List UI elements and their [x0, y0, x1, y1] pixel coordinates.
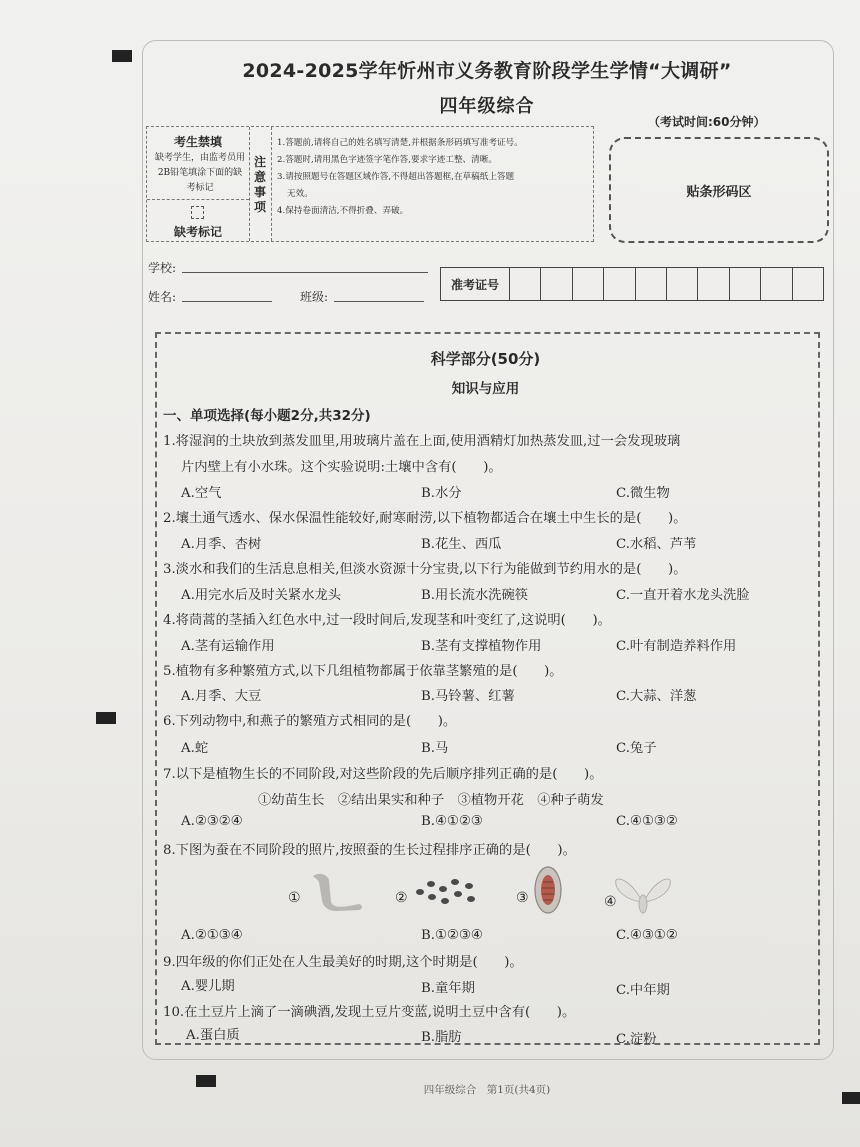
question-7-steps: ①幼苗生长 ②结出果实和种子 ③植物开花 ④种子萌发 [258, 793, 604, 808]
figure-label-2: ② [395, 890, 408, 906]
exam-id-cell[interactable] [667, 268, 698, 300]
notice-item: 3.请按照题号在答题区域作答,不得超出答题框,在草稿纸上答题 [277, 172, 515, 182]
question-4-option-a[interactable]: A.茎有运输作用 [181, 639, 275, 654]
question-8-option-c[interactable]: C.④③①② [616, 928, 678, 943]
question-5-text: 5.植物有多种繁殖方式,以下几组植物都属于依靠茎繁殖的是( )。 [163, 664, 563, 679]
question-3-option-b[interactable]: B.用长流水洗碗筷 [421, 588, 529, 603]
question-5-option-a[interactable]: A.月季、大豆 [181, 689, 262, 704]
divider [147, 199, 249, 200]
question-4-option-c[interactable]: C.叶有制造养料作用 [616, 639, 737, 654]
question-7-option-c[interactable]: C.④①③② [616, 814, 678, 829]
exam-id-cell[interactable] [604, 268, 635, 300]
exam-id-cell[interactable] [761, 268, 792, 300]
exam-id-cell[interactable] [636, 268, 667, 300]
barcode-label: 贴条形码区 [686, 184, 752, 200]
exam-id-cell[interactable] [793, 268, 823, 300]
silkworm-eggs-icon [412, 872, 480, 908]
question-9-option-b[interactable]: B.童年期 [421, 981, 475, 996]
exam-id-cell[interactable] [573, 268, 604, 300]
question-5-option-c[interactable]: C.大蒜、洋葱 [616, 689, 697, 704]
notice-label: 注意事项 [253, 155, 266, 214]
question-6-option-c[interactable]: C.兔子 [616, 741, 657, 756]
school-input[interactable] [182, 272, 428, 273]
exam-id-cell[interactable] [510, 268, 541, 300]
question-2-option-a[interactable]: A.月季、杏树 [181, 537, 262, 552]
class-input[interactable] [334, 301, 424, 302]
part-heading: 一、单项选择(每小题2分,共32分) [163, 408, 371, 424]
name-input[interactable] [182, 301, 272, 302]
figure-label-1: ① [288, 890, 301, 906]
registration-mark-bottom-right [842, 1092, 860, 1104]
question-4-option-b[interactable]: B.茎有支撑植物作用 [421, 639, 542, 654]
question-1-text: 1.将湿润的土块放到蒸发皿里,用玻璃片盖在上面,使用酒精灯加热蒸发皿,过一会发现玻璃 [163, 434, 681, 449]
absent-checkbox[interactable] [191, 206, 204, 219]
question-3-option-c[interactable]: C.一直开着水龙头洗脸 [616, 588, 750, 603]
registration-mark-mid-left [96, 712, 116, 724]
question-8-option-b[interactable]: B.①②③④ [421, 928, 483, 943]
silkworm-cocoon-icon [532, 864, 564, 916]
question-7-option-a[interactable]: A.②③②④ [181, 814, 243, 829]
instructions-box [146, 126, 594, 242]
name-label: 姓名: [148, 290, 177, 304]
question-9-option-c[interactable]: C.中年期 [616, 983, 670, 998]
question-1-option-a[interactable]: A.空气 [181, 486, 222, 501]
notice-label-column [249, 127, 272, 241]
question-1-option-b[interactable]: B.水分 [421, 486, 462, 501]
page-footer: 四年级综合 第1页(共4页) [423, 1084, 551, 1096]
school-label: 学校: [148, 261, 177, 275]
absent-panel [147, 127, 250, 241]
exam-id-cell[interactable] [698, 268, 729, 300]
question-2-option-c[interactable]: C.水稻、芦苇 [616, 537, 697, 552]
notice-item: 1.答题前,请将自己的姓名填写清楚,并根据条形码填写准考证号。 [277, 138, 523, 148]
notice-item: 无效。 [287, 189, 313, 199]
question-10-option-c[interactable]: C.淀粉 [616, 1032, 657, 1047]
question-9-option-a[interactable]: A.婴儿期 [181, 979, 235, 994]
absent-label: 缺考标记 [173, 225, 222, 239]
exam-subtitle: 四年级综合 [439, 96, 535, 117]
question-8-text: 8.下图为蚕在不同阶段的照片,按照蚕的生长过程排序正确的是( )。 [163, 843, 576, 858]
section-title: 科学部分(50分) [430, 350, 541, 368]
absent-desc: 缺考学生，由监考员用2B铅笔填涂下面的缺考标记 [155, 153, 246, 193]
exam-id-label: 准考证号 [441, 268, 510, 300]
notice-item: 4.保持卷面清洁,不得折叠、弄破。 [277, 206, 409, 216]
silkworm-larva-icon [305, 868, 365, 914]
question-9-text: 9.四年级的你们正处在人生最美好的时期,这个时期是( )。 [163, 955, 523, 970]
figure-label-3: ③ [516, 890, 529, 906]
question-2-option-b[interactable]: B.花生、西瓜 [421, 537, 502, 552]
question-1-option-c[interactable]: C.微生物 [616, 486, 670, 501]
question-6-option-a[interactable]: A.蛇 [181, 741, 209, 756]
notice-item: 2.答题时,请用黑色字迹签字笔作答,要求字迹工整、清晰。 [277, 155, 497, 165]
exam-title: 2024-2025学年忻州市义务教育阶段学生学情“大调研” [242, 60, 732, 82]
question-3-option-a[interactable]: A.用完水后及时关紧水龙头 [181, 588, 342, 603]
exam-time: （考试时间:60分钟） [648, 115, 766, 129]
section-subtitle: 知识与应用 [451, 381, 520, 397]
barcode-area [609, 137, 829, 243]
question-7-text: 7.以下是植物生长的不同阶段,对这些阶段的先后顺序排列正确的是( )。 [163, 767, 603, 782]
class-label: 班级: [300, 290, 329, 304]
question-6-text: 6.下列动物中,和燕子的繁殖方式相同的是( )。 [163, 714, 457, 729]
absent-title: 考生禁填 [173, 135, 222, 149]
question-1-text-cont: 片内壁上有小水珠。这个实验说明:土壤中含有( )。 [181, 460, 502, 475]
registration-mark-top-left [112, 50, 132, 62]
question-10-option-b[interactable]: B.脂肪 [421, 1030, 462, 1045]
question-2-text: 2.壤土通气透水、保水保温性能较好,耐寒耐涝,以下植物都适合在壤土中生长的是( )。 [163, 511, 687, 526]
question-10-text: 10.在土豆片上滴了一滴碘酒,发现土豆片变蓝,说明土豆中含有( )。 [163, 1005, 576, 1020]
silkworm-moth-icon [612, 870, 674, 916]
question-4-text: 4.将茼蒿的茎插入红色水中,过一段时间后,发现茎和叶变红了,这说明( )。 [163, 613, 611, 628]
exam-id-cell[interactable] [541, 268, 572, 300]
question-8-option-a[interactable]: A.②①③④ [181, 928, 243, 943]
exam-id-grid [440, 267, 824, 301]
figure-label-4: ④ [604, 894, 617, 910]
question-6-option-b[interactable]: B.马 [421, 741, 449, 756]
question-10-option-a[interactable]: A.蛋白质 [186, 1028, 240, 1043]
notice-list [277, 135, 589, 220]
exam-id-cell[interactable] [730, 268, 761, 300]
question-5-option-b[interactable]: B.马铃薯、红薯 [421, 689, 515, 704]
question-3-text: 3.淡水和我们的生活息息相关,但淡水资源十分宝贵,以下行为能做到节约用水的是( )。 [163, 562, 687, 577]
question-7-option-b[interactable]: B.④①②③ [421, 814, 483, 829]
